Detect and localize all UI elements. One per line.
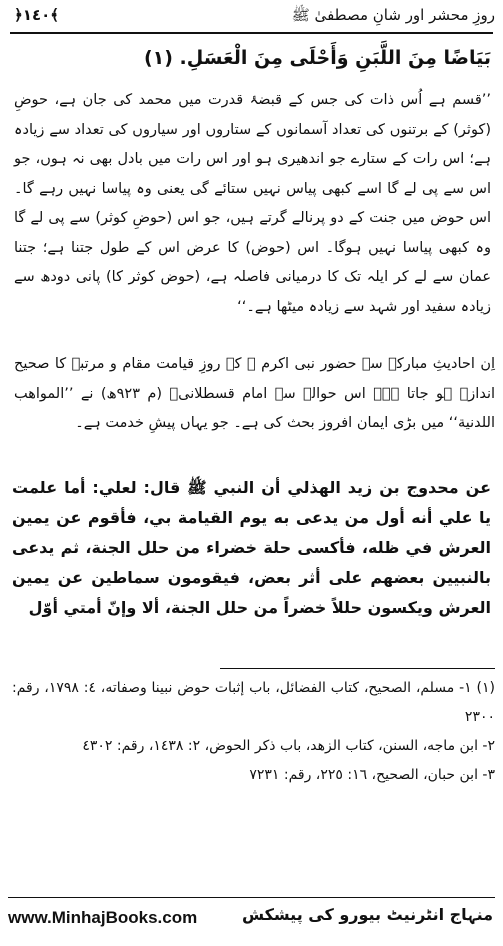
urdu-translation-quote (14, 86, 491, 322)
footnote-2: ٢- ابن ماجه، السنن، كتاب الزهد، باب ذكر الحوض، ٢: ١٤٣٨، رقم: ٤٣٠٢ (82, 738, 495, 754)
footnote-3: ٣- ابن حبان، الصحيح، ١٦: ٢٢٥، رقم: ٧٢٣١ (249, 767, 495, 783)
hadith-text: عن محدوج بن زيد الهذلي أن النبي ﷺ قال: لعلي: أما علمت يا علي أنه أول من يدعى به يوم القيامة بي، فأقوم عن يمين العرش في ظله، فأكسى حلة خضراء من حلل الجنة، ثم يدعى بالنبيين بعضهم على أثر بعض، فيقومون سماطين عن يمين العرش ويكسون حللاً خضراً من حلل الجنة، ألا وإنّ أمتي أوّل (12, 478, 491, 617)
arabic-hadith-ending (14, 44, 491, 72)
footer-rule (8, 897, 495, 898)
website-link[interactable]: www.MinhajBooks.com (8, 908, 198, 927)
quote-text: ’’قسم ہے اُس ذات کی جس کے قبضۂ قدرت میں محمد کی جان ہے، حوضِ (کوثر) کے برتنوں کی تعداد آسمانوں کے ستاروں اور سیاروں کی تعداد سے زیادہ ہے؛ اس رات کے ستارے جو اندھیری ہو اور اس رات میں بادل بھی نہ ہوں، جو اس سے پی لے گا اسے کبھی پیاس نہیں ستائے گی یعنی وہ پیاسا نہیں رہے گا۔ اس حوض میں جنت کے دو پرنالے گرتے ہیں، جو اس (حوضِ کوثر) سے پی لے گا وہ کبھی پیاسا نہیں ہوگا۔ اس (حوض) کا عرض اس کے طول جتنا ہے؛ جتنا عمان سے لے کر ایلہ تک کا درمیانی فاصلہ ہے، (حوض کوثر کا) پانی دودھ سے زیادہ سفید اور شہد سے زیادہ میٹھا ہے۔‘‘ (14, 92, 491, 315)
paragraph-text: اِن احادیثِ مبارکہ سے حضور نبی اکرم ﷺ کے روزِ قیامت مقام و مرتبہ کا صحیح اندازہ ہو جاتا ہے۔ اس حوالے سے امام قسطلانیؒ (م ٩٢٣ھ) نے ’’المواهب اللدنية‘‘ میں بڑی ایمان افروز بحث کی ہے۔ جو یہاں پیشِ خدمت ہے۔ (14, 356, 496, 431)
arabic-hadith-block (12, 473, 491, 623)
footnotes (12, 674, 495, 790)
arabic-line: بَيَاضًا مِنَ اللَّبَنِ وَأَحْلَى مِنَ الْعَسَلِ. (١) (143, 47, 491, 69)
header-rule (10, 32, 493, 34)
publisher-credit: منہاج انٹرنیٹ بیورو کی پیشکش (241, 905, 493, 924)
page-header (0, 0, 503, 36)
running-title: روزِ محشر اور شانِ مصطفیٰ ﷺ (291, 6, 495, 24)
commentary-paragraph (14, 350, 495, 439)
footnote-rule (220, 668, 495, 669)
footnote-1: (١) ١- مسلم، الصحيح، كتاب الفضائل، باب إثبات حوض نبينا وصفاته، ٤: ١٧٩٨، رقم: ٢٣٠٠ (12, 680, 495, 725)
page-number: ﴿١٤٠﴾ (14, 6, 60, 24)
